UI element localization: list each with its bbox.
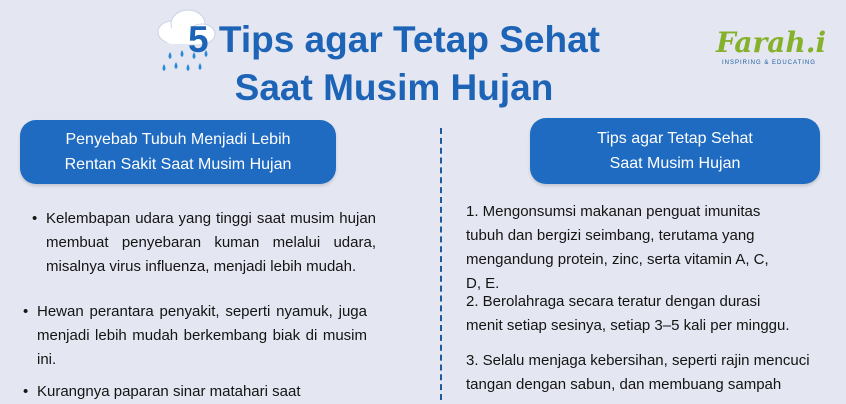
- left-heading-line-2: Rentan Sakit Saat Musim Hujan: [64, 156, 292, 173]
- tip-line: mengandung protein, zinc, serta vitamin A, C,: [466, 251, 769, 268]
- left-section-heading: [20, 120, 336, 184]
- brand-logo: [712, 26, 827, 78]
- column-divider: [440, 128, 442, 400]
- bullet-marker: •: [23, 303, 29, 320]
- right-section-heading: [530, 118, 820, 184]
- tip-line: menit setiap sesinya, setiap 3–5 kali per minggu.: [466, 317, 790, 334]
- tip-item: [466, 290, 846, 338]
- logo-tagline: INSPIRING & EDUCATING: [722, 60, 816, 66]
- cause-bullet: [23, 300, 367, 372]
- cause-text: Kurangnya paparan sinar matahari saat: [37, 383, 301, 400]
- tip-item: [466, 200, 846, 296]
- cause-text: Hewan perantara penyakit, seperti nyamuk, juga menjadi lebih mudah berkembang biak di musim ini.: [37, 303, 367, 368]
- page-title-line-1: 5 Tips agar Tetap Sehat: [188, 19, 600, 60]
- tip-line: 2. Berolahraga secara teratur dengan durasi: [466, 293, 761, 310]
- right-heading-line-2: Saat Musim Hujan: [609, 155, 741, 172]
- bullet-marker: •: [32, 210, 38, 227]
- tip-item: [466, 349, 846, 397]
- bullet-marker: •: [23, 383, 29, 400]
- tip-line: D, E.: [466, 275, 500, 292]
- tip-line: tubuh dan bergizi seimbang, terutama yang: [466, 227, 755, 244]
- left-heading-line-1: Penyebab Tubuh Menjadi Lebih: [65, 131, 291, 148]
- tip-line: 1. Mengonsumsi makanan penguat imunitas: [466, 203, 761, 220]
- logo-name: Farah.i: [716, 26, 827, 59]
- page-title-line-2: Saat Musim Hujan: [234, 67, 554, 108]
- cause-bullet: [23, 380, 367, 404]
- cause-bullet: [32, 207, 376, 279]
- tip-line: tangan dengan sabun, dan membuang sampah: [466, 376, 782, 393]
- cause-text: Kelembapan udara yang tinggi saat musim hujan membuat penyebaran kuman melalui udara, misalnya virus influenza, menjadi lebih mudah.: [46, 210, 376, 275]
- tip-line: 3. Selalu menjaga kebersihan, seperti rajin mencuci: [466, 352, 810, 369]
- right-heading-line-1: Tips agar Tetap Sehat: [597, 130, 753, 147]
